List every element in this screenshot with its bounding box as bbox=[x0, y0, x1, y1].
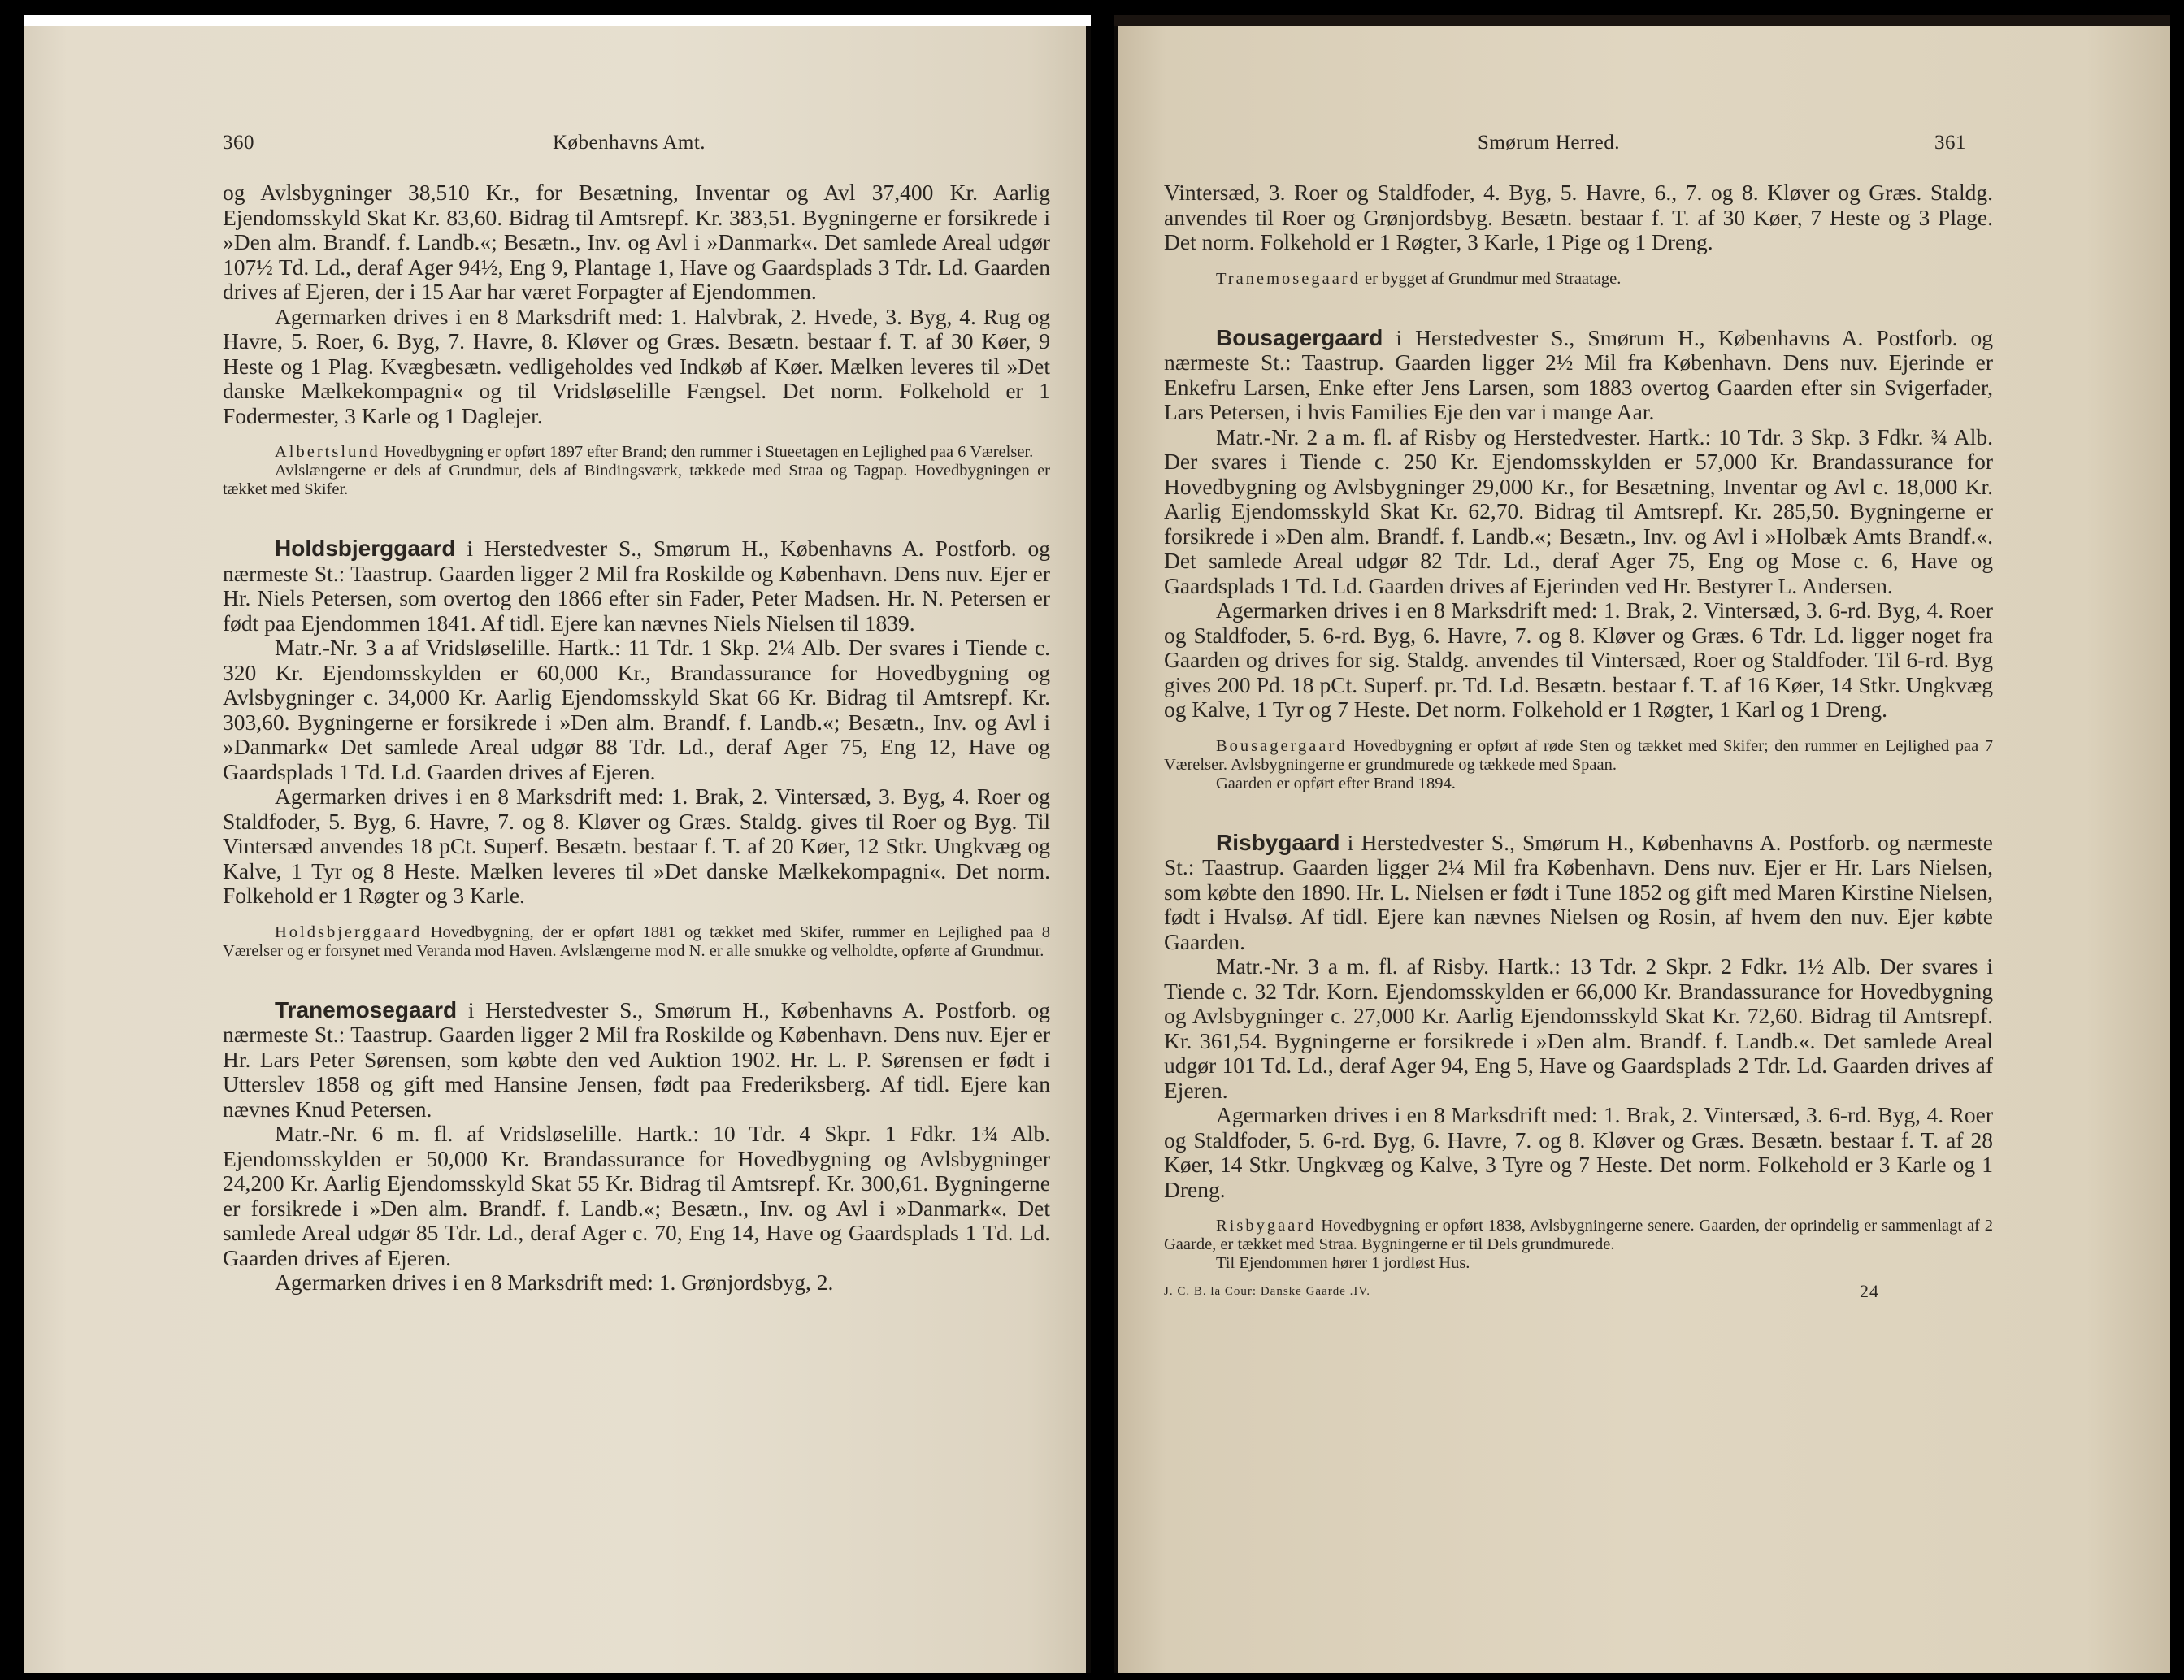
left-page bbox=[24, 15, 1091, 1673]
page-footer bbox=[1164, 1279, 1993, 1304]
note-text: Hovedbygning er opført 1897 efter Brand; den rummer i Stueetagen en Lejlighed paa 6 Værelser. bbox=[380, 443, 1034, 461]
note-lead: Holdsbjerggaard bbox=[275, 922, 423, 941]
note bbox=[223, 923, 1050, 961]
paragraph: Agermarken drives i en 8 Marksdrift med: 1. Brak, 2. Vintersæd, 3. 6-rd. Byg, 4. Roer og Staldfoder, 5. 6-rd. Byg, 6. Havre, 7. og 8. Kløver og Græs. Besætn. bestaar f. T. af 28 Køer, 14 Stkr. Ungkvæg og Kalve, 3 Tyre og 7 Heste. Det norm. Folkehold er 3 Karle og 1 Dreng. bbox=[1164, 1102, 1993, 1202]
note-lead: Tranemosegaard bbox=[1216, 269, 1361, 288]
entry-text: i Herstedvester S., Smørum H., Københavns A. Postforb. og nærmeste St.: Taastrup. Gaarden ligger 2¼ Mil fra København. Dens nuv. Ejer er Hr. Lars Nielsen, som købte den 1890. Hr. L. Nielsen er født i Tune 1852 og gift med Maren Kirstine Nielsen, født i Hvalsø. Af tidl. Ejere kan nævnes Nielsen og Rosin, af hvem den nuv. Ejer købte Gaarden. bbox=[1164, 829, 1993, 954]
note-text: Hovedbygning, der er opført 1881 og tækket med Skifer, rummer en Lejlighed paa 8 Værelser og er forsynet med Veranda mod Haven. Avlslængerne mod N. er alle smukke og velholdte, opførte af Grundmur. bbox=[223, 922, 1050, 960]
note: Gaarden er opført efter Brand 1894. bbox=[1216, 774, 1456, 792]
paragraph: Agermarken drives i en 8 Marksdrift med: 1. Grønjordsbyg, 2. bbox=[275, 1270, 834, 1295]
note-lead: Bousagergaard bbox=[1216, 736, 1348, 755]
note-text: Hovedbygning er opført 1838, Avlsbygningerne senere. Gaarden, der oprindelig er sammenlagt af 2 Gaarde, er tækket med Straa. Bygningerne er til Dels grundmurede. bbox=[1164, 1217, 1993, 1253]
paragraph: Agermarken drives i en 8 Marksdrift med: 1. Brak, 2. Vintersæd, 3. 6-rd. Byg, 4. Roer og Staldfoder, 5. 6-rd. Byg, 6. Havre, 7. og 8. Kløver og Græs. 6 Tdr. Ld. ligger noget fra Gaarden og drives for sig. Staldg. anvendes til Vintersæd, Roer og Staldfoder. Til 6-rd. Byg gives 200 Pd. 18 pCt. Superf. pr. Td. Ld. Besætn. bestaar f. T. af 16 Køer, 14 Stkr. Ungkvæg og Kalve, 1 Tyr og 7 Heste. Det norm. Folkehold er 1 Røgter, 1 Karl og 1 Dreng. bbox=[1164, 597, 1993, 722]
gutter-shadow bbox=[1114, 26, 1118, 1673]
signature-mark: 24 bbox=[1860, 1281, 1879, 1301]
note-text: er bygget af Grundmur med Straatage. bbox=[1360, 269, 1622, 288]
note bbox=[1164, 737, 1993, 775]
entry-bousagergaard bbox=[1164, 326, 1993, 425]
entry-title: Bousagergaard bbox=[1216, 324, 1383, 350]
entry-holdsbjerggaard bbox=[223, 536, 1050, 636]
entry-text: i Herstedvester S., Smørum H., Københavns A. Postforb. og nærmeste St.: Taastrup. Gaarden ligger 2 Mil fra Roskilde og København. Dens nuv. Ejer er Hr. Lars Peter Sørensen, som købte den ved Auktion 1902. Hr. L. P. Sørensen er født i Utterslev 1858 og gift med Hansine Jensen, født paa Frederiksberg. Af tidl. Ejere kan nævnes Knud Petersen. bbox=[223, 996, 1050, 1122]
note bbox=[223, 443, 1050, 462]
note-text: Hovedbygning er opført af røde Sten og tækket med Skifer; den rummer en Lejlighed paa 7 Værelser. Avlsbygningerne er grundmurede og tækkede med Spaan. bbox=[1164, 736, 1993, 774]
running-head: Smørum Herred. bbox=[1478, 132, 1621, 154]
paragraph: Matr.-Nr. 3 a m. fl. af Risby. Hartk.: 13 Tdr. 2 Skpr. 2 Fdkr. 1½ Alb. Der svares i Tiende c. 32 Tdr. Korn. Ejendomsskylden er 66,000 Kr. Brandassurance for Hovedbygning og Avlsbygninger c. 27,000 Kr. Aarlig Ejendomsskyld Skat Kr. 72,60. Bidrag til Amtsrepf. Kr. 361,54. Bygningerne er forsikrede i »Den alm. Brandf. f. Landb.«. Det samlede Areal udgør 101 Td. Ld., deraf Ager 94, Eng 5, Have og Gaardsplads 2 Tdr. Ld. Gaarden drives af Ejeren. bbox=[1164, 953, 1993, 1103]
entry-title: Holdsbjerggaard bbox=[275, 536, 456, 561]
paragraph: Matr.-Nr. 6 m. fl. af Vridsløselille. Hartk.: 10 Tdr. 4 Skpr. 1 Fdkr. 1¾ Alb. Ejendomsskylden er 50,000 Kr. Brandassurance for Hovedbygning og Avlsbygninger 24,200 Kr. Aarlig Ejendomsskyld Skat 55 Kr. Bidrag til Amtsrepf. Kr. 300,61. Bygningerne er forsikrede i »Den alm. Brandf. f. Landb.«; Besætn., Inv. og Avl i »Danmark«. Det samlede Areal udgør 85 Tdr. Ld., deraf Ager c. 70, Eng 14, Have og Gaardsplads 1 Td. Ld. Gaarden drives af Ejeren. bbox=[223, 1121, 1050, 1270]
entry-text: i Herstedvester S., Smørum H., Københavns A. Postforb. og nærmeste St.: Taastrup. Gaarden ligger 2½ Mil fra København. Dens nuv. Ejerinde er Enkefru Larsen, Enke efter Jens Larsen, som 1883 overtog Gaarden efter sin Svigerfader, Lars Petersen, i hvis Families Eje den var i mange Aar. bbox=[1164, 324, 1993, 424]
right-page bbox=[1114, 15, 2170, 1673]
entry-tranemosegaard bbox=[223, 998, 1050, 1122]
entry-text: i Herstedvester S., Smørum H., Københavns A. Postforb. og nærmeste St.: Taastrup. Gaarden ligger 2 Mil fra Roskilde og København. Dens nuv. Ejer er Hr. Niels Petersen, som overtog den 1866 efter sin Fader, Peter Madsen. Hr. N. Petersen er født paa Ejendommen 1841. Af tidl. Ejere kan nævnes Niels Nielsen til 1839. bbox=[223, 536, 1050, 636]
running-head: Københavns Amt. bbox=[553, 132, 706, 154]
paragraph: Matr.-Nr. 2 a m. fl. af Risby og Herstedvester. Hartk.: 10 Tdr. 3 Skp. 3 Fdkr. ¾ Alb. Der svares i Tiende c. 250 Kr. Ejendomsskylden er 57,000 Kr. Brandassurance for Hovedbygning og Avlsbygninger 29,000 Kr., for Besætning, Inventar og Avl c. 18,000 Kr. Aarlig Ejendomsskyld Skat Kr. 62,70. Bidrag til Amtsrepf. Kr. 285,50. Bygningerne er forsikrede i »Den alm. Brandf. f. Landb.«; Besætn., Inv. og Avl i »Holbæk Amts Brandf.«. Det samlede Areal udgør 82 Tdr. Ld., deraf Ager 75, Eng og Mose c. 6, Have og Gaardsplads 1 Td. Ld. Gaarden drives af Ejerinden ved Hr. Bestyrer L. Andersen. bbox=[1164, 423, 1993, 598]
paragraph: Vintersæd, 3. Roer og Staldfoder, 4. Byg, 5. Havre, 6., 7. og 8. Kløver og Græs. Staldg. anvendes til Roer og Grønjordsbyg. Besætn. bestaar f. T. af 30 Køer, 7 Heste og 3 Plage. Det norm. Folkehold er 1 Røgter, 3 Karle, 1 Pige og 1 Dreng. bbox=[1164, 180, 1993, 254]
page-body bbox=[223, 180, 1050, 1296]
page-body bbox=[1164, 180, 1993, 1304]
note: Avlslængerne er dels af Grundmur, dels af Bindingsværk, tækkede med Straa og Tagpap. Hovedbygningen er tækket med Skifer. bbox=[223, 462, 1050, 498]
paragraph: Agermarken drives i en 8 Marksdrift med: 1. Brak, 2. Vintersæd, 3. Byg, 4. Roer og Staldfoder, 5. Byg, 6. Havre, 7. og 8. Kløver og Græs. Staldg. gives til Roer og Byg. Til Vintersæd anvendes 18 pCt. Superf. Besætn. bestaar f. T. af 20 Køer, 12 Stkr. Ungkvæg og Kalve, 1 Tyr og 8 Heste. Mælken leveres til »Det danske Mælkekompagni«. Det norm. Folkehold er 1 Røgter og 3 Karle. bbox=[223, 784, 1050, 908]
note: Til Ejendommen hører 1 jordløst Hus. bbox=[1216, 1254, 1470, 1272]
paragraph: Matr.-Nr. 3 a af Vridsløselille. Hartk.: 11 Tdr. 1 Skp. 2¼ Alb. Der svares i Tiende c. 320 Kr. Ejendomsskylden er 60,000 Kr., Brandassurance for Hovedbygning og Avlsbygninger c. 34,000 Kr. Aarlig Ejendomsskyld Skat 66 Kr. Bidrag til Amtsrepf. Kr. 303,60. Bygningerne er forsikrede i »Den alm. Brandf. f. Landb.«; Besætn., Inv. og Avl i »Danmark« Det samlede Areal udgør 88 Tdr. Ld., deraf Ager 75, Eng 12, Have og Gaardsplads 1 Td. Ld. Gaarden drives af Ejeren. bbox=[223, 635, 1050, 784]
note bbox=[1164, 1217, 1993, 1254]
paragraph: Agermarken drives i en 8 Marksdrift med: 1. Halvbrak, 2. Hvede, 3. Byg, 4. Rug og Havre, 5. Roer, 6. Byg, 7. Havre, 8. Kløver og Græs. Besætn. bestaar f. T. af 30 Køer, 9 Heste og 1 Plag. Kvægbesætn. vedligeholdes ved Indkøb af Køer. Mælken leveres til »Det danske Mælkekompagni« og til Vridsløselille Fængsel. Det norm. Folkehold er 1 Fodermester, 3 Karle og 1 Daglejer. bbox=[223, 303, 1050, 428]
entry-risbygaard bbox=[1164, 831, 1993, 955]
entry-title: Risbygaard bbox=[1216, 829, 1340, 855]
paragraph: og Avlsbygninger 38,510 Kr., for Besætning, Inventar og Avl 37,400 Kr. Aarlig Ejendomsskyld Skat Kr. 83,60. Bidrag til Amtsrepf. Kr. 383,51. Bygningerne er forsikrede i »Den alm. Brandf. f. Landb.«; Besætn., Inv. og Avl i »Danmark«. Det samlede Areal udgør 107½ Td. Ld., deraf Ager 94½, Eng 9, Plantage 1, Have og Gaardsplads 3 Tdr. Ld. Gaarden drives af Ejeren, der i 15 Aar har været Forpagter af Ejendommen. bbox=[223, 180, 1050, 304]
note bbox=[1164, 270, 1993, 289]
entry-title: Tranemosegaard bbox=[275, 996, 458, 1022]
gutter-shadow bbox=[1086, 26, 1091, 1673]
page-number: 361 bbox=[1934, 132, 1966, 154]
page-number: 360 bbox=[223, 132, 254, 154]
footer-credit: J. C. B. la Cour: Danske Gaarde .IV. bbox=[1164, 1285, 1371, 1298]
note-lead: Risbygaard bbox=[1216, 1217, 1317, 1235]
note-lead: Albertslund bbox=[275, 443, 380, 461]
